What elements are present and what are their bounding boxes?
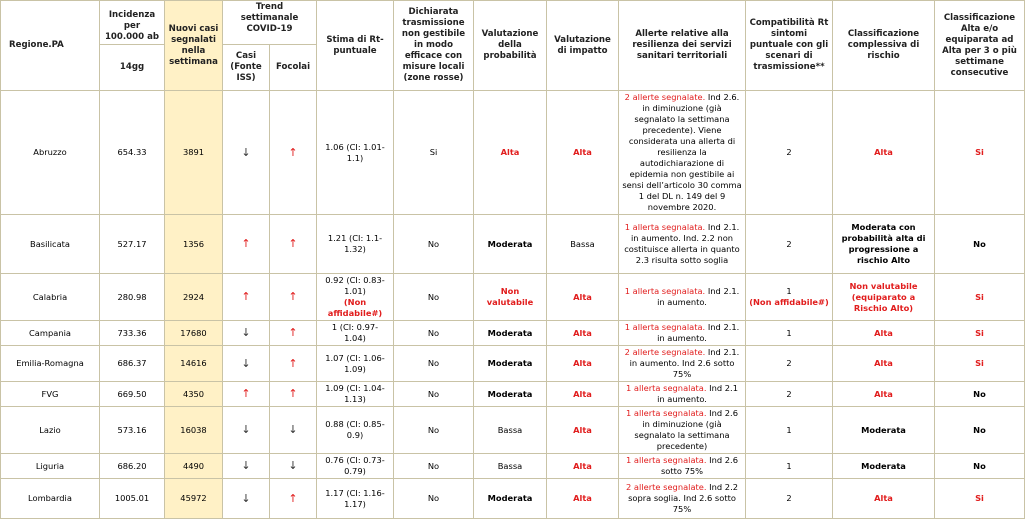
trend-focolai-cell [270,479,317,519]
trend-focolai-cell [270,215,317,274]
dichiarata-cell [394,274,474,321]
compat-value: 1 [786,424,792,435]
class-compl-value: Moderata con probabilità alta di progressione a rischio Alto [841,222,926,265]
region-cell [1,91,100,215]
prob-cell [474,382,547,407]
allerte-cell [619,382,746,407]
trend-casi-cell [223,479,270,519]
col-header-val-prob: Valutazione della probabilità [474,1,547,91]
trend-casi-cell [223,454,270,479]
region-name: Basilicata [30,238,70,249]
impatto-value: Alta [573,424,592,435]
prob-value: Bassa [497,424,523,435]
compat-value: 2 [786,147,792,157]
compat-value: 1 [786,460,792,471]
impatto-cell [547,479,619,519]
incidenza-value: 654.33 [117,147,147,157]
allerte-detail: Ind 2.1. in aumento. Ind 2.6 sotto 75% [629,347,740,379]
allerte-detail: Ind 2.6. in diminuzione (già segnalato la settimana precedente). Viene considerata una allerta di resilienza la autodichiarazione di epidemia non gestibile ai sensi dell’articolo 30 comma 1 del DL n. 149 del 9 novembre 2020. [622,92,742,212]
arrow-up-icon: ↑ [288,290,298,303]
dichiarata-cell [394,382,474,407]
impatto-value: Alta [573,493,592,503]
class-compl-cell [833,215,935,274]
compat-cell [746,274,833,321]
class-alta-cell [935,382,1025,407]
dichiarata-value: No [427,388,440,399]
trend-focolai-cell [270,274,317,321]
impatto-value: Alta [573,291,592,302]
dichiarata-value: No [427,358,440,368]
table-row [1,91,1025,215]
allerte-count: 1 allerta segnalata. [624,322,706,332]
arrow-down-icon: ↓ [288,459,298,472]
arrow-down-icon: ↓ [241,459,251,472]
trend-casi-cell [223,382,270,407]
incidenza-value: 669.50 [117,388,147,399]
impatto-value: Bassa [570,238,595,249]
dichiarata-cell [394,346,474,382]
rt-line: 0.9) [346,430,364,440]
class-alta-value: Si [975,291,984,302]
nuovi-casi-value: 3891 [182,147,205,157]
class-compl-cell [833,454,935,479]
allerte-count: 1 allerta segnalata. [624,222,706,232]
col-header-dichiarata: Dichiarata trasmissione non gestibile in modo efficace con misure locali (zone rosse) [394,1,474,91]
table-row [1,215,1025,274]
impatto-value: Alta [573,327,592,338]
dichiarata-value: No [427,493,440,503]
trend-casi-cell [223,346,270,382]
allerte-cell [619,215,746,274]
class-compl-value: Alta [874,493,893,503]
dichiarata-cell [394,479,474,519]
rt-line: 1.09 (CI: 1.04- [325,383,385,393]
class-alta-cell [935,454,1025,479]
allerte-count: 2 allerte segnalate. [624,92,706,102]
nuovi-casi-cell [165,321,223,346]
allerte-cell [619,479,746,519]
class-compl-cell [833,91,935,215]
prob-cell [474,346,547,382]
class-alta-cell [935,479,1025,519]
dichiarata-value: No [427,424,440,435]
incidenza-cell [100,215,165,274]
region-cell [1,407,100,454]
trend-casi-cell [223,91,270,215]
trend-focolai-cell [270,382,317,407]
impatto-cell [547,321,619,346]
allerte-detail: Ind 2.1. in aumento. [657,286,740,307]
nuovi-casi-value: 14616 [180,358,207,368]
class-alta-cell [935,215,1025,274]
nuovi-casi-cell [165,407,223,454]
arrow-up-icon: ↑ [288,237,298,250]
trend-focolai-cell [270,407,317,454]
nuovi-casi-cell [165,274,223,321]
rt-cell [317,274,394,321]
arrow-down-icon: ↓ [241,491,251,505]
arrow-down-icon: ↓ [241,326,251,339]
rt-line: 0.76 (CI: 0.73- [325,455,385,465]
nuovi-casi-cell [165,91,223,215]
trend-casi-cell [223,215,270,274]
incidenza-cell [100,274,165,321]
rt-note: (Non affidabile#) [327,297,383,318]
rt-line: 1.04) [344,333,366,343]
prob-cell [474,274,547,321]
class-compl-cell [833,346,935,382]
class-alta-value: No [973,238,986,249]
allerte-cell [619,407,746,454]
prob-value: Moderata [487,358,533,368]
table-row [1,346,1025,382]
col-header-trend-casi: Casi (Fonte ISS) [223,45,270,91]
rt-line: 0.88 (CI: 0.85- [325,419,385,429]
prob-cell [474,321,547,346]
arrow-up-icon: ↑ [288,326,298,339]
rt-cell [317,382,394,407]
compat-cell [746,215,833,274]
allerte-count: 2 allerte segnalate. [626,482,707,492]
class-alta-cell [935,91,1025,215]
region-cell [1,215,100,274]
nuovi-casi-value: 4350 [182,388,205,399]
compat-value: 1 [786,286,792,296]
trend-focolai-cell [270,346,317,382]
class-compl-value: Moderata [861,424,906,435]
prob-cell [474,407,547,454]
dichiarata-value: No [427,460,440,471]
class-compl-value: Alta [874,388,893,399]
allerte-cell [619,274,746,321]
allerte-detail: Ind 2.2 sopra soglia. Ind 2.6 sotto 75% [628,482,738,514]
incidenza-cell [100,454,165,479]
incidenza-value: 573.16 [117,424,147,435]
region-cell [1,479,100,519]
nuovi-casi-value: 17680 [180,327,207,338]
col-header-class-alta: Classificazione Alta e/o equiparata ad Alta per 3 o più settimane consecutive [935,1,1025,91]
incidenza-cell [100,407,165,454]
class-alta-value: Si [975,327,984,338]
allerte-detail: Ind 2.1. in aumento. [657,322,740,343]
rt-line: 1.06 (CI: 1.01- [325,141,385,152]
incidenza-value: 686.20 [117,460,147,471]
nuovi-casi-value: 4490 [182,460,205,471]
impatto-cell [547,346,619,382]
arrow-up-icon: ↑ [288,145,298,159]
compat-value: 2 [786,493,792,503]
nuovi-casi-value: 16038 [180,424,207,435]
dichiarata-cell [394,91,474,215]
compat-cell [746,346,833,382]
rt-cell [317,346,394,382]
class-compl-value: Non valutabile (equiparato a Rischio Alto) [849,280,918,313]
incidenza-cell [100,479,165,519]
col-header-incidenza-sub: 14gg [100,45,165,91]
rt-line: 1.1) [346,152,364,163]
region-name: Lombardia [28,493,72,503]
trend-focolai-cell [270,321,317,346]
class-alta-value: No [973,424,986,435]
nuovi-casi-value: 2924 [182,291,205,302]
incidenza-cell [100,91,165,215]
class-alta-cell [935,274,1025,321]
impatto-value: Alta [573,358,592,368]
class-alta-cell [935,407,1025,454]
impatto-value: Alta [573,147,592,157]
class-alta-cell [935,321,1025,346]
col-header-incidenza: Incidenza per 100.000 ab [100,1,165,45]
arrow-up-icon: ↑ [241,290,251,303]
col-header-nuovi-casi: Nuovi casi segnalati nella settimana [165,1,223,91]
class-compl-value: Alta [874,358,893,368]
col-header-allerte: Allerte relative alla resilienza dei servizi sanitari territoriali [619,1,746,91]
allerte-detail: Ind 2.6 sotto 75% [660,455,738,476]
class-compl-cell [833,479,935,519]
prob-value: Bassa [497,460,523,471]
col-header-trend: Trend settimanale COVID-19 [223,1,317,45]
allerte-cell [619,321,746,346]
dichiarata-value: Si [429,147,438,157]
dichiarata-cell [394,454,474,479]
region-name: Emilia-Romagna [16,358,84,368]
rt-line: 1.01) [344,286,366,296]
rt-line: 1.21 (CI: 1.1- [327,233,383,243]
prob-value: Alta [500,147,520,157]
compat-cell [746,479,833,519]
rt-line: 1.13) [344,394,366,404]
incidenza-cell [100,321,165,346]
compat-value: 2 [786,388,792,399]
table-row [1,479,1025,519]
allerte-detail: Ind 2.1 in aumento. [657,383,738,404]
region-cell [1,346,100,382]
nuovi-casi-cell [165,479,223,519]
rt-line: 1.17) [344,498,366,509]
region-name: Abruzzo [33,147,67,157]
arrow-up-icon: ↑ [241,237,251,250]
dichiarata-cell [394,321,474,346]
incidenza-cell [100,346,165,382]
impatto-cell [547,91,619,215]
compat-value: 2 [786,358,792,368]
class-alta-value: Si [975,147,984,157]
allerte-count: 2 allerte segnalate. [624,347,706,357]
region-cell [1,321,100,346]
class-compl-value: Moderata [861,460,906,471]
rt-cell [317,215,394,274]
arrow-up-icon: ↑ [288,387,298,400]
allerte-cell [619,91,746,215]
incidenza-value: 733.36 [117,327,147,338]
nuovi-casi-cell [165,382,223,407]
table-header [1,1,1025,91]
class-compl-value: Alta [874,327,893,338]
table-row [1,407,1025,454]
impatto-value: Alta [573,388,592,399]
rt-cell [317,407,394,454]
incidenza-value: 527.17 [117,238,147,249]
region-cell [1,274,100,321]
rt-cell [317,91,394,215]
class-compl-cell [833,274,935,321]
trend-casi-cell [223,274,270,321]
region-name: Calabria [32,291,68,302]
col-header-val-impatto: Valutazione di impatto [547,1,619,91]
rt-line: 0.79) [344,466,366,476]
col-header-class-compl: Classificazione complessiva di rischio [833,1,935,91]
class-alta-value: Si [975,358,984,368]
impatto-cell [547,215,619,274]
allerte-count: 1 allerta segnalata. [626,383,707,393]
class-compl-cell [833,407,935,454]
prob-value: Non valutabile [486,286,534,307]
prob-cell [474,91,547,215]
region-name: Lazio [39,424,61,435]
compat-note: (Non affidabile#) [749,297,829,307]
nuovi-casi-value: 45972 [180,493,207,503]
table-row [1,274,1025,321]
class-alta-value: Si [975,493,984,503]
rt-cell [317,479,394,519]
rt-line: 1.17 (CI: 1.16- [325,487,385,498]
region-name: FVG [41,388,59,399]
allerte-count: 1 allerta segnalata. [626,408,707,418]
allerte-count: 1 allerta segnalata. [624,286,706,296]
col-header-stima-rt: Stima di Rt-puntuale [317,1,394,91]
prob-cell [474,454,547,479]
table-row [1,321,1025,346]
region-cell [1,382,100,407]
prob-value: Moderata [487,238,533,249]
table-row [1,382,1025,407]
compat-value: 1 [786,327,792,338]
arrow-up-icon: ↑ [288,491,298,505]
class-compl-value: Alta [874,147,893,157]
dichiarata-value: No [427,238,440,249]
rt-cell [317,321,394,346]
prob-value: Moderata [487,388,533,399]
class-compl-cell [833,382,935,407]
impatto-cell [547,382,619,407]
nuovi-casi-cell [165,346,223,382]
impatto-value: Alta [573,460,592,471]
prob-cell [474,215,547,274]
region-cell [1,454,100,479]
impatto-cell [547,454,619,479]
arrow-down-icon: ↓ [288,423,298,436]
nuovi-casi-cell [165,215,223,274]
incidenza-value: 1005.01 [114,493,150,503]
rt-line: 1 (CI: 0.97- [331,322,379,332]
prob-cell [474,479,547,519]
prob-value: Moderata [487,327,533,338]
arrow-down-icon: ↓ [241,145,251,159]
rt-line: 0.92 (CI: 0.83- [325,275,385,285]
compat-value: 2 [786,238,792,249]
rt-line: 1.32) [344,244,366,254]
arrow-up-icon: ↑ [288,356,298,370]
class-alta-value: No [973,460,986,471]
impatto-cell [547,274,619,321]
compat-cell [746,382,833,407]
table-row [1,454,1025,479]
class-compl-cell [833,321,935,346]
dichiarata-cell [394,407,474,454]
region-name: Campania [29,327,71,338]
compat-cell [746,454,833,479]
dichiarata-value: No [427,327,440,338]
allerte-cell [619,454,746,479]
compat-cell [746,321,833,346]
compat-cell [746,91,833,215]
trend-casi-cell [223,407,270,454]
incidenza-value: 280.98 [117,291,147,302]
allerte-count: 1 allerta segnalata. [626,455,707,465]
trend-focolai-cell [270,454,317,479]
trend-casi-cell [223,321,270,346]
rt-line: 1.09) [344,363,366,374]
rt-line: 1.07 (CI: 1.06- [325,352,385,363]
dichiarata-cell [394,215,474,274]
allerte-detail: Ind 2.6 in diminuzione (già segnalato la settimana precedente) [634,408,738,451]
arrow-down-icon: ↓ [241,423,251,436]
allerte-detail: Ind 2.1. in aumento. Ind. 2.2 non costituisce allerta in quanto 2.3 risulta sotto soglia [624,222,740,265]
compat-cell [746,407,833,454]
arrow-down-icon: ↓ [241,356,251,370]
table-body [1,91,1025,519]
prob-value: Moderata [487,493,533,503]
class-alta-value: No [973,388,986,399]
nuovi-casi-value: 1356 [182,238,205,249]
dichiarata-value: No [427,291,440,302]
region-name: Liguria [35,460,65,471]
col-header-trend-focolai: Focolai [270,45,317,91]
incidenza-cell [100,382,165,407]
arrow-up-icon: ↑ [241,387,251,400]
class-alta-cell [935,346,1025,382]
col-header-compat: Compatibilità Rt sintomi puntuale con gli scenari di trasmissione** [746,1,833,91]
rt-cell [317,454,394,479]
allerte-cell [619,346,746,382]
incidenza-value: 686.37 [117,358,147,368]
impatto-cell [547,407,619,454]
trend-focolai-cell [270,91,317,215]
col-header-regione: Regione.PA [1,1,100,91]
nuovi-casi-cell [165,454,223,479]
